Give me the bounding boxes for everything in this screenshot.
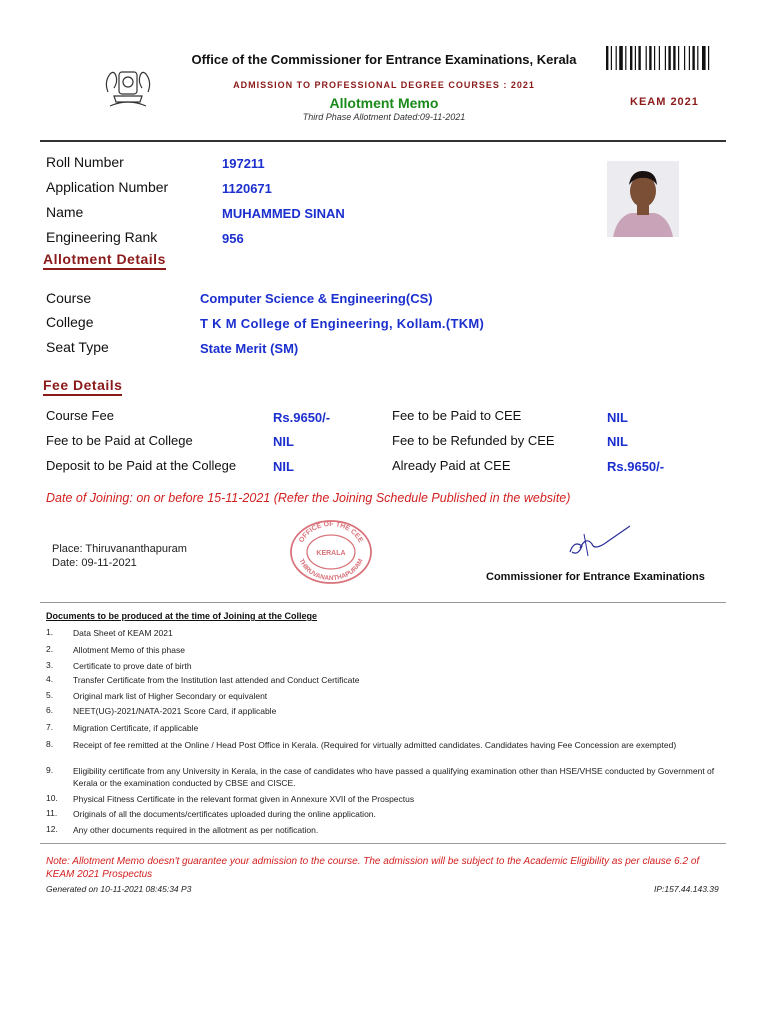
documents-divider xyxy=(40,602,726,603)
keam-label: KEAM 2021 xyxy=(630,96,699,108)
barcode-bar xyxy=(689,46,690,70)
svg-text:THIRUVANANTHAPURAM xyxy=(297,558,364,582)
allotment-details-heading: Allotment Details xyxy=(43,251,166,270)
date: Date: 09-11-2021 xyxy=(52,557,137,569)
barcode-bar xyxy=(659,46,660,70)
barcode-bar xyxy=(619,46,623,70)
seat-type-label: Seat Type xyxy=(46,339,109,355)
seat-type-value: State Merit (SM) xyxy=(200,341,299,356)
eligibility-note: Note: Allotment Memo doesn't guarantee your admission to the course. The admission will be subject to the Academic Eligibility as per clause 6.2 of KEAM 2021 Prospectus xyxy=(46,856,700,880)
generated-timestamp: Generated on 10-11-2021 08:45:34 P3 xyxy=(46,884,192,894)
footer-divider xyxy=(40,843,726,844)
seal-top-text: OFFICE OF THE CEE xyxy=(298,520,364,544)
barcode-bar xyxy=(611,46,612,70)
barcode-bar xyxy=(702,46,706,70)
course-fee-value: Rs.9650/- xyxy=(273,410,331,425)
fee-refunded-cee-value: NIL xyxy=(607,434,628,449)
barcode-bar xyxy=(616,46,617,70)
barcode-bar xyxy=(692,46,694,70)
deposit-college-value: NIL xyxy=(273,459,294,474)
date-of-joining: Date of Joining: on or before 15-11-2021 (Refer the Joining Schedule Published in the website) xyxy=(46,491,571,505)
barcode-bar xyxy=(630,46,632,70)
course-label: Course xyxy=(46,290,92,306)
fee-paid-college-value: NIL xyxy=(273,434,294,449)
candidate-photo xyxy=(607,161,679,237)
barcode-bar xyxy=(697,46,698,70)
barcode-bar xyxy=(654,46,655,70)
place: Place: Thiruvananthapuram xyxy=(52,543,187,555)
name-label: Name xyxy=(46,204,84,220)
fee-paid-cee-value: NIL xyxy=(607,410,628,425)
ip-address: IP:157.44.143.39 xyxy=(654,884,719,894)
roll-number-value: 197211 xyxy=(222,156,265,171)
barcode-bar xyxy=(606,46,608,70)
already-paid-cee-label: Already Paid at CEE xyxy=(392,458,511,473)
barcode-bar xyxy=(684,46,685,70)
course-value: Computer Science & Engineering(CS) xyxy=(200,291,433,306)
barcode-bar xyxy=(646,46,647,70)
seal-center-text: KERALA xyxy=(316,550,346,557)
fee-refunded-cee-label: Fee to be Refunded by CEE xyxy=(392,433,555,448)
course-fee-label: Course Fee xyxy=(46,408,114,423)
fee-details-heading: Fee Details xyxy=(43,377,122,396)
already-paid-cee-value: Rs.9650/- xyxy=(607,459,665,474)
barcode-bar xyxy=(649,46,651,70)
barcode-icon xyxy=(606,46,728,70)
college-value: T K M College of Engineering, Kollam.(TKM) xyxy=(200,316,485,331)
barcode-bar xyxy=(668,46,670,70)
svg-text:OFFICE OF THE CEE xyxy=(298,521,364,544)
engineering-rank-label: Engineering Rank xyxy=(46,229,158,245)
fee-paid-cee-label: Fee to be Paid to CEE xyxy=(392,408,522,423)
admission-subtitle: ADMISSION TO PROFESSIONAL DEGREE COURSES : 2021 xyxy=(233,80,535,90)
memo-title: Allotment Memo xyxy=(329,95,439,111)
college-label: College xyxy=(46,314,94,330)
barcode-bar xyxy=(673,46,675,70)
barcode-bar xyxy=(665,46,666,70)
allotment-dated: Third Phase Allotment Dated:09-11-2021 xyxy=(302,112,466,122)
signature-icon xyxy=(564,516,634,564)
application-number-value: 1120671 xyxy=(222,181,272,196)
name-value: MUHAMMED SINAN xyxy=(222,206,345,221)
header-divider xyxy=(40,140,726,142)
barcode-bar xyxy=(635,46,636,70)
seal-bottom-text: THIRUVANANTHAPURAM xyxy=(297,557,365,583)
barcode-bar xyxy=(708,46,709,70)
signatory-title: Commissioner for Entrance Examinations xyxy=(486,571,705,583)
fee-paid-college-label: Fee to be Paid at College xyxy=(46,433,193,448)
barcode-bar xyxy=(678,46,679,70)
application-number-label: Application Number xyxy=(46,179,169,195)
office-seal-icon xyxy=(286,514,376,584)
roll-number-label: Roll Number xyxy=(46,154,124,170)
documents-heading: Documents to be produced at the time of Joining at the College xyxy=(46,611,318,621)
barcode-bar xyxy=(625,46,626,70)
engineering-rank-value: 956 xyxy=(222,231,244,246)
barcode-bar xyxy=(638,46,640,70)
deposit-college-label: Deposit to be Paid at the College xyxy=(46,458,237,473)
office-title: Office of the Commissioner for Entrance Examinations, Kerala xyxy=(191,52,577,67)
